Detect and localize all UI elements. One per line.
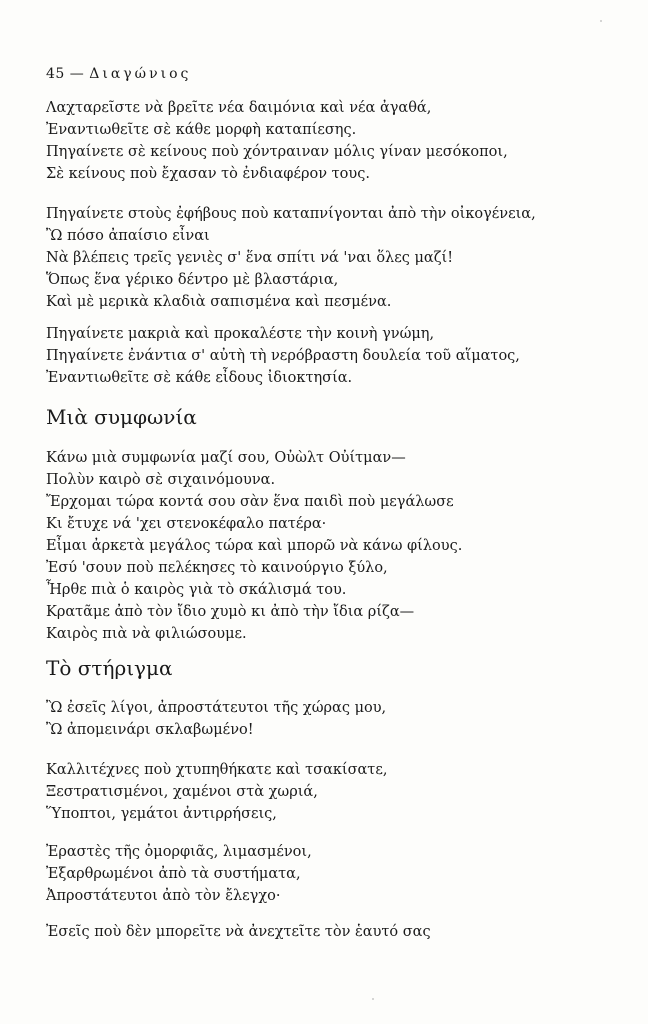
poem-line: Ἐσεῖς ποὺ δὲν μπορεῖτε νὰ ἀνεχτεῖτε τὸν ἑαυτό σας (46, 924, 431, 940)
paper-speck (372, 998, 374, 1000)
running-title: Διαγώνιος (89, 66, 192, 82)
poem-line: Πηγαίνετε μακριὰ καὶ προκαλέστε τὴν κοινὴ γνώμη, (46, 326, 435, 342)
poem-line: Πηγαίνετε στοὺς ἐφήβους ποὺ καταπνίγονται ἀπὸ τὴν οἰκογένεια, (46, 206, 536, 222)
poem-line: Κρατᾶμε ἀπὸ τὸν ἴδιο χυμὸ κι ἀπὸ τὴν ἴδια ρίζα— (46, 604, 415, 620)
poem-line: Καλλιτέχνες ποὺ χτυπηθήκατε καὶ τσακίσατε, (46, 762, 388, 778)
poem-line: Πηγαίνετε σὲ κείνους ποὺ χόντραιναν μόλις γίναν μεσόκοποι, (46, 144, 508, 160)
poem-line: Ἐσύ 'σουν ποὺ πελέκησες τὸ καινούργιο ξύλο, (46, 560, 388, 576)
poem-line: Πηγαίνετε ἐνάντια σ' αὐτὴ τὴ νερόβραστη δουλεία τοῦ αἵματος, (46, 348, 520, 364)
poem-line: Κάνω μιὰ συμφωνία μαζί σου, Οὐὼλτ Οὐίτμαν— (46, 450, 406, 466)
poem-line: Καιρὸς πιὰ νὰ φιλιώσουμε. (46, 626, 247, 642)
poem-line: Ἀπροστάτευτοι ἀπὸ τὸν ἔλεγχο· (46, 888, 281, 904)
poem-line: Ξεστρατισμένοι, χαμένοι στὰ χωριά, (46, 784, 318, 800)
poem-line: Πολὺν καιρὸ σὲ σιχαινόμουνα. (46, 472, 276, 488)
poem-line: Ἦρθε πιὰ ὁ καιρὸς γιὰ τὸ σκάλισμά του. (46, 582, 347, 598)
poem-line: Ἐξαρθρωμένοι ἀπὸ τὰ συστήματα, (46, 866, 301, 882)
poem-line: Ὢ ἀπομεινάρι σκλαβωμένο! (46, 722, 254, 738)
paper-speck (600, 20, 602, 22)
poem-line: Σὲ κείνους ποὺ ἔχασαν τὸ ἐνδιαφέρον τους. (46, 166, 370, 182)
poem-line: Λαχταρεῖστε νὰ βρεῖτε νέα δαιμόνια καὶ νέα ἀγαθά, (46, 100, 432, 116)
poem-title: Μιὰ συμφωνία (46, 405, 197, 429)
poem-line: Νὰ βλέπεις τρεῖς γενιὲς σ' ἕνα σπίτι νά 'ναι ὅλες μαζί! (46, 250, 454, 266)
poem-title: Τὸ στήριγμα (46, 656, 173, 680)
poem-line: Κι ἔτυχε νά 'χει στενοκέφαλο πατέρα· (46, 516, 327, 532)
poem-line: Ἐναντιωθεῖτε σὲ κάθε μορφὴ καταπίεσης. (46, 122, 357, 138)
poem-line: Ὅπως ἕνα γέρικο δέντρο μὲ βλαστάρια, (46, 272, 339, 288)
running-header (46, 66, 191, 82)
poem-line: Ἐραστὲς τῆς ὀμορφιᾶς, λιμασμένοι, (46, 844, 312, 860)
poem-line: Ὢ ἐσεῖς λίγοι, ἀπροστάτευτοι τῆς χώρας μου, (46, 700, 387, 716)
poem-line: Ἐναντιωθεῖτε σὲ κάθε εἶδους ἰδιοκτησία. (46, 370, 353, 386)
poem-line: Εἶμαι ἀρκετὰ μεγάλος τώρα καὶ μπορῶ νὰ κάνω φίλους. (46, 538, 463, 554)
poem-line: Ὕποπτοι, γεμάτοι ἀντιρρήσεις, (46, 806, 277, 822)
page-number: 45 (46, 66, 65, 82)
poem-line: Ἔρχομαι τώρα κοντά σου σὰν ἕνα παιδὶ ποὺ μεγάλωσε (46, 494, 454, 510)
poem-line: Καὶ μὲ μερικὰ κλαδιὰ σαπισμένα καὶ πεσμένα. (46, 294, 392, 310)
header-dash: — (69, 66, 85, 82)
poem-line: Ὢ πόσο ἀπαίσιο εἶναι (46, 228, 210, 244)
